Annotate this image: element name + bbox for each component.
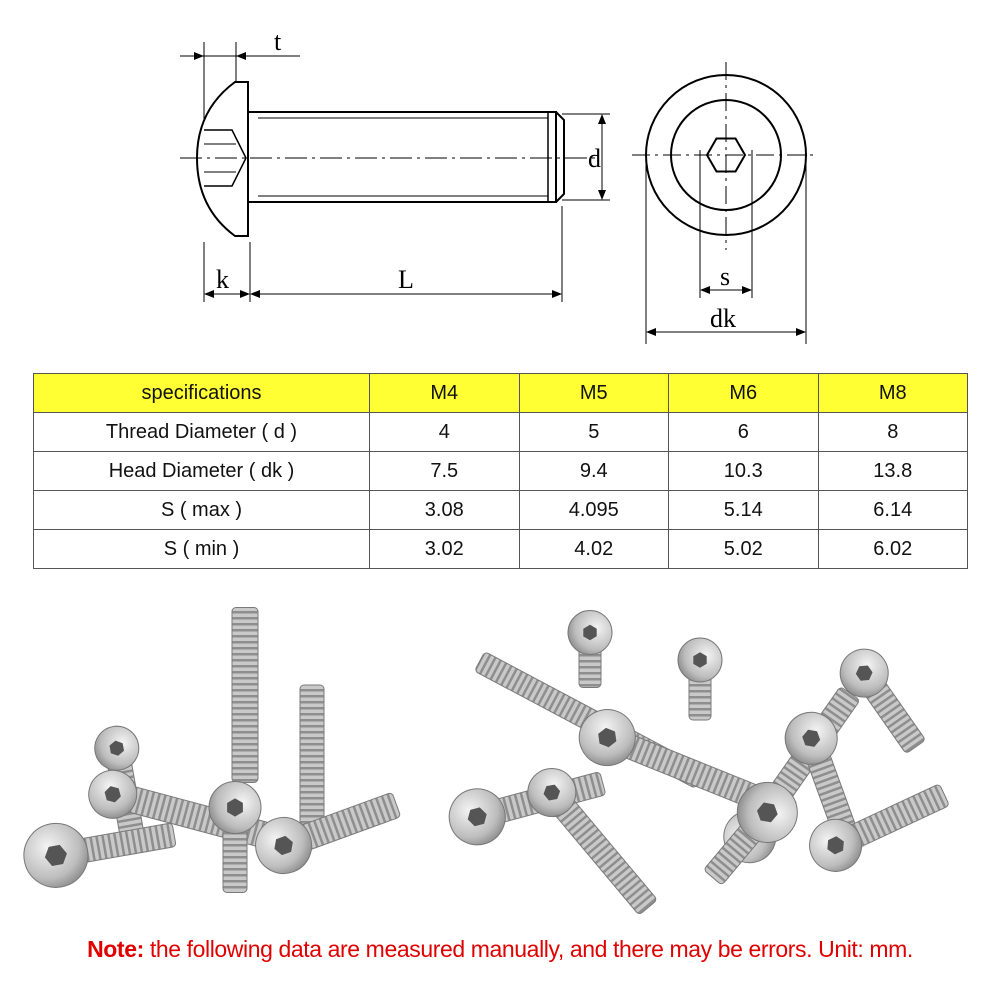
table-cell: 4.02 xyxy=(519,530,669,569)
product-photo xyxy=(0,600,1000,920)
note-text: the following data are measured manually, and there may be errors. Unit: mm. xyxy=(143,936,913,962)
row-label: Thread Diameter ( d ) xyxy=(34,413,370,452)
table-cell: 7.5 xyxy=(370,452,520,491)
table-header-row xyxy=(34,374,968,413)
spec-table xyxy=(33,373,968,569)
screw xyxy=(568,611,612,688)
row-label: Head Diameter ( dk ) xyxy=(34,452,370,491)
label-s: s xyxy=(720,262,731,291)
table-cell: 5 xyxy=(519,413,669,452)
screw xyxy=(300,685,324,825)
screw-group xyxy=(19,608,956,921)
screw xyxy=(678,638,722,720)
screw xyxy=(232,608,258,783)
screw xyxy=(248,778,406,881)
table-row xyxy=(34,413,968,452)
label-k: k xyxy=(216,265,229,294)
table-cell: 5.02 xyxy=(669,530,819,569)
table-cell: 13.8 xyxy=(818,452,968,491)
header-specifications: specifications xyxy=(34,374,370,413)
label-dk: dk xyxy=(710,304,736,333)
header-m8: M8 xyxy=(818,374,968,413)
table-cell: 6.14 xyxy=(818,491,968,530)
table-row xyxy=(34,491,968,530)
table-cell: 5.14 xyxy=(669,491,819,530)
row-label: S ( min ) xyxy=(34,530,370,569)
table-cell: 10.3 xyxy=(669,452,819,491)
technical-drawing xyxy=(0,0,1000,360)
screw-head-side xyxy=(197,82,248,236)
table-cell: 9.4 xyxy=(519,452,669,491)
measurement-note xyxy=(0,936,1000,963)
table-cell: 6.02 xyxy=(818,530,968,569)
table-cell: 6 xyxy=(669,413,819,452)
table-row xyxy=(34,452,968,491)
table-cell: 3.08 xyxy=(370,491,520,530)
table-cell: 4.095 xyxy=(519,491,669,530)
label-d: d xyxy=(588,144,601,173)
header-m6: M6 xyxy=(669,374,819,413)
label-L: L xyxy=(398,265,414,294)
row-label: S ( max ) xyxy=(34,491,370,530)
table-cell: 4 xyxy=(370,413,520,452)
table-cell: 3.02 xyxy=(370,530,520,569)
table-row xyxy=(34,530,968,569)
label-t: t xyxy=(274,27,282,56)
note-prefix: Note: xyxy=(87,936,144,962)
table-cell: 8 xyxy=(818,413,968,452)
header-m4: M4 xyxy=(370,374,520,413)
header-m5: M5 xyxy=(519,374,669,413)
shank-side xyxy=(248,112,556,202)
